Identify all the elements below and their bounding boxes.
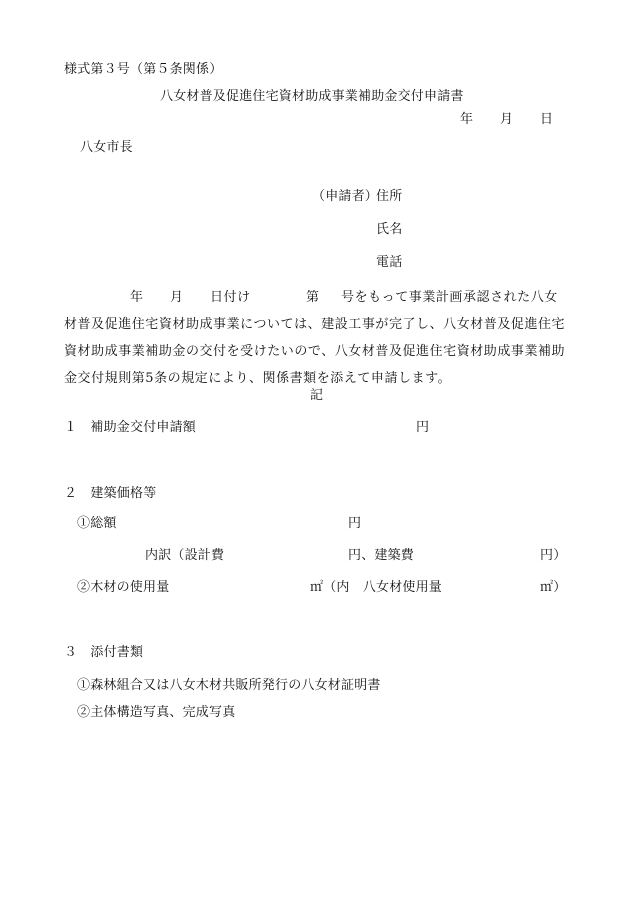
wood-end: ㎡）: [540, 580, 567, 595]
wood-unit: ㎡（内 八女材使用量: [310, 580, 443, 595]
form-number: 様式第３号（第５条関係）: [64, 62, 223, 77]
body-paragraph: [64, 284, 569, 392]
section3-label: ３ 添付書類: [64, 645, 144, 660]
date-day: 日: [540, 112, 554, 127]
attachment-item: ②主体構造写真、完成写真: [77, 705, 236, 720]
attachment-item: ①森林組合又は八女木材共販所発行の八女材証明書: [77, 678, 381, 693]
body-go: 号: [341, 290, 355, 305]
applicant-address: 住所: [376, 189, 403, 204]
body-dated: 日付け: [210, 290, 251, 305]
wood-label: ②木材の使用量: [77, 580, 170, 595]
section1-unit: 円: [416, 420, 430, 435]
document-title: 八女材普及促進住宅資材助成事業補助金交付申請書: [160, 89, 464, 104]
body-dai: 第: [306, 290, 320, 305]
breakdown-prefix: 内訳（設計費: [145, 548, 225, 563]
body-month: 月: [170, 290, 184, 305]
body-year: 年: [130, 290, 144, 305]
section1-label: １ 補助金交付申請額: [64, 420, 197, 435]
breakdown-end: 円）: [540, 548, 567, 563]
section2-label: ２ 建築価格等: [64, 486, 157, 501]
body-text: をもって事業計画承認された八女材普及促進住宅資材助成事業については、建設工事が完了し、八女材普及促進住宅資材助成事業補助金の交付を受けたいので、八女材普及促進住宅資材助成事業補助金交付規則第5条の規定により、関係書類を添えて申請します。: [64, 290, 566, 386]
date-year: 年: [460, 112, 474, 127]
applicant-name: 氏名: [376, 222, 403, 237]
date-month: 月: [500, 112, 514, 127]
total-label: ①総額: [77, 516, 117, 531]
applicant-label: （申請者）: [312, 189, 379, 204]
ki-heading: 記: [310, 388, 324, 403]
addressee: 八女市長: [80, 140, 133, 155]
breakdown-mid: 円、建築費: [348, 548, 415, 563]
total-unit: 円: [348, 516, 362, 531]
applicant-phone: 電話: [376, 255, 403, 270]
